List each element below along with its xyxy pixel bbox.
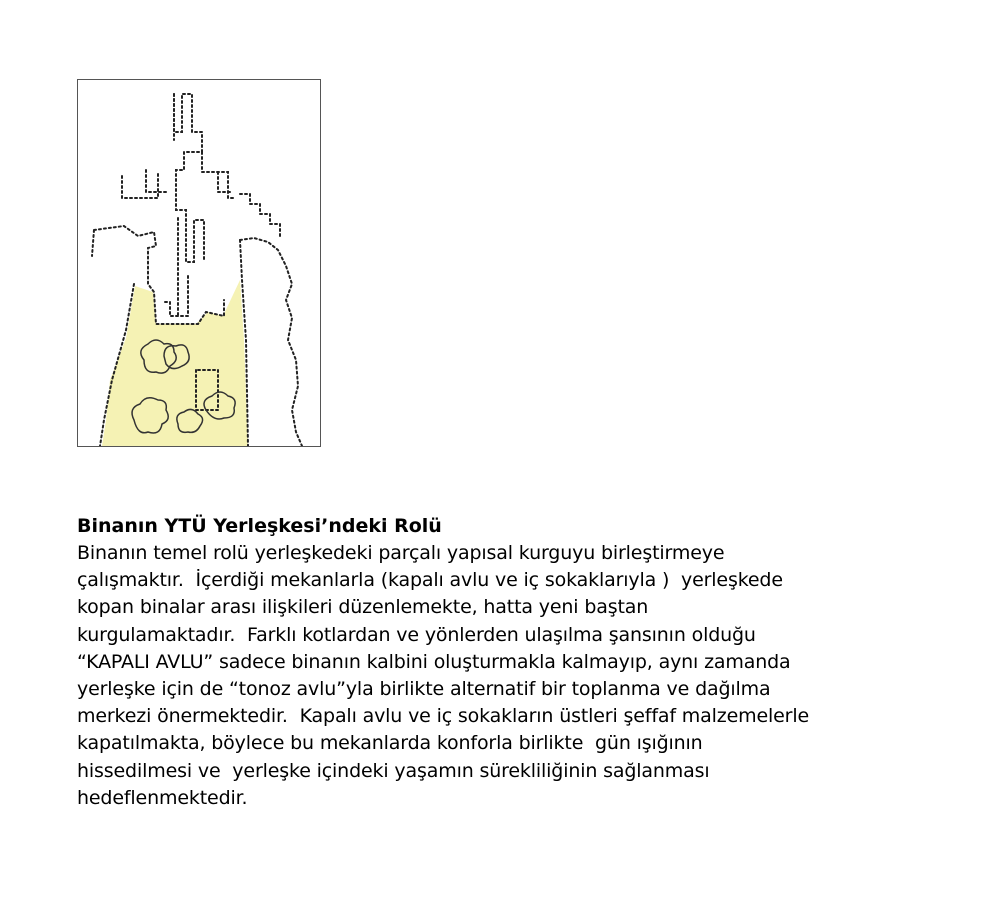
plan-outline-top (174, 94, 204, 262)
body-line: Binanın temel rolü yerleşkedeki parçalı yapısal kurguyu birleştirmeye (77, 542, 725, 564)
body-line: kurgulamaktadır. Farklı kotlardan ve yönlerden ulaşılma şansının olduğu (77, 623, 756, 646)
body-line: çalışmaktır. İçerdiği mekanlarla (kapalı avlu ve iç sokaklarıyla ) yerleşkede (77, 569, 783, 592)
site-plan-figure (77, 79, 321, 447)
body-line: “KAPALI AVLU” sadece binanın kalbini oluşturmakla kalmayıp, aynı zamanda (77, 650, 791, 673)
article-heading: Binanın YTÜ Yerleşkesi’ndeki Rolü (77, 515, 442, 537)
body-line: hissedilmesi ve yerleşke içindeki yaşamın sürekliliğinin sağlanması (77, 759, 710, 782)
site-plan-drawing (78, 80, 320, 446)
body-line: merkezi önermektedir. Kapalı avlu ve iç sokakların üstleri şeffaf malzemelerle (77, 705, 810, 728)
article-body (77, 540, 982, 812)
courtyard-area (102, 280, 248, 446)
body-line: hedeflenmektedir. (77, 786, 248, 809)
article (77, 513, 982, 812)
body-line: yerleşke için de “tonoz avlu”yla birlikte alternatif bir toplanma ve dağılma (77, 678, 771, 701)
body-line: kapatılmakta, böylece bu mekanlarda konforla birlikte gün ışığının (77, 732, 703, 755)
body-line: kopan binalar arası ilişkileri düzenlemekte, hatta yeni baştan (77, 596, 649, 619)
